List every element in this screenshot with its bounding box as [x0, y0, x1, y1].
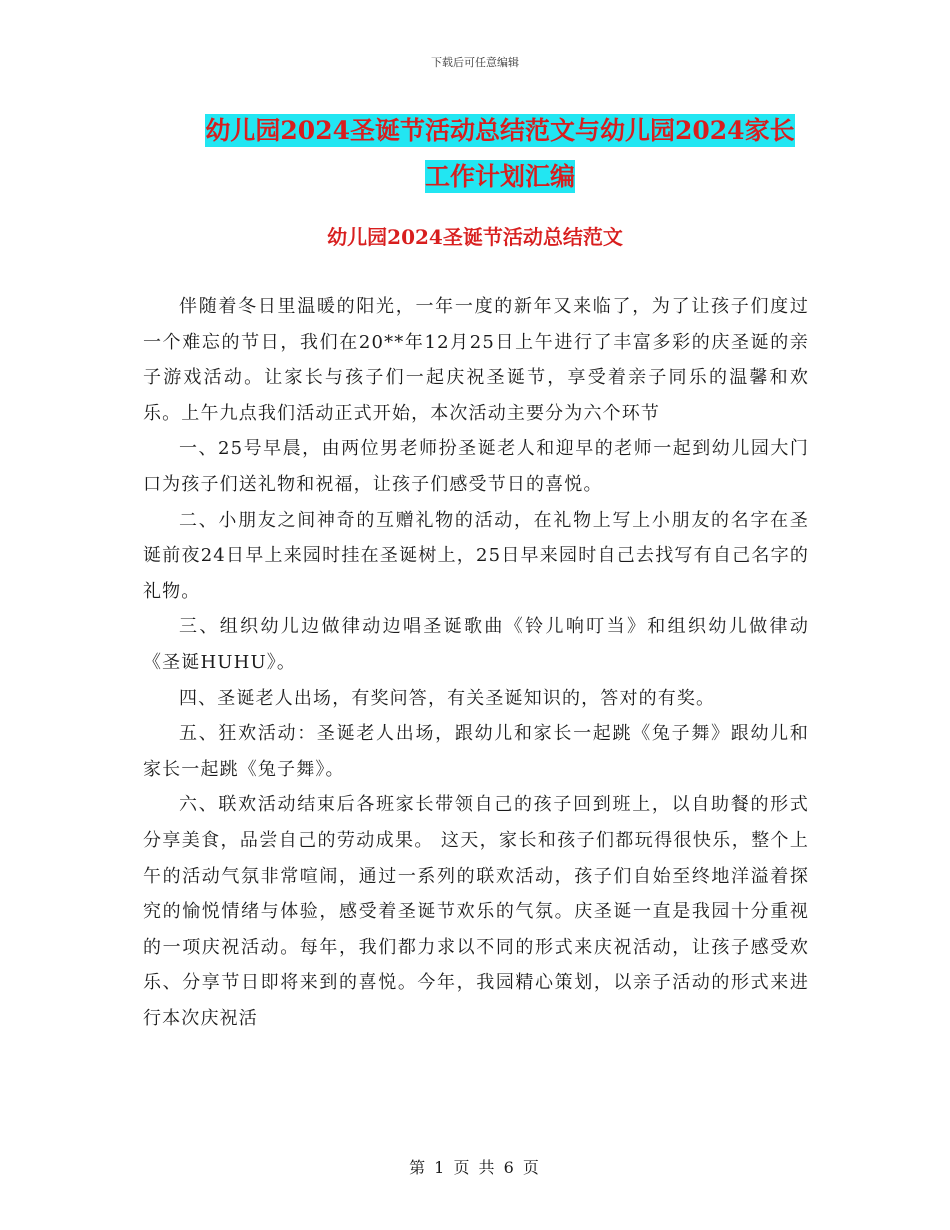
section-title: 幼儿园2024圣诞节活动总结范文 [327, 225, 623, 249]
document-title [150, 108, 850, 200]
page-footer: 第 1 页 共 6 页 [409, 1158, 541, 1177]
body-text [143, 289, 809, 1036]
paragraph-item-6: 六、联欢活动结束后各班家长带领自己的孩子回到班上，以自助餐的形式分享美食，品尝自己的劳动成果。 这天，家长和孩子们都玩得很快乐，整个上午的活动气氛非常喧闹，通过一系列的联欢活动，孩子们自始至终地洋溢着探究的愉悦情绪与体验，感受着圣诞节欢乐的气氛。庆圣诞一直是我园十分重视的一项庆祝活动。每年，我们都力求以不同的形式来庆祝活动，让孩子感受欢乐、分享节日即将来到的喜悦。今年，我园精心策划，以亲子活动的形式来进行本次庆祝活 [143, 794, 809, 1029]
title-line-2: 工作计划汇编 [424, 162, 575, 191]
paragraph-item-5: 五、狂欢活动：圣诞老人出场，跟幼儿和家长一起跳《兔子舞》跟幼儿和家长一起跳《兔子舞》。 [143, 723, 809, 780]
paragraph-item-1: 一、25号早晨，由两位男老师扮圣诞老人和迎早的老师一起到幼儿园大门口为孩子们送礼物和祝福，让孩子们感受节日的喜悦。 [143, 438, 809, 495]
title-line-1: 幼儿园2024圣诞节活动总结范文与幼儿园2024家长 [205, 116, 795, 145]
paragraph-item-3: 三、组织幼儿边做律动边唱圣诞歌曲《铃儿响叮当》和组织幼儿做律动《圣诞HUHU》。 [143, 616, 809, 673]
header-note: 下载后可任意编辑 [431, 56, 519, 69]
paragraph-item-2: 二、小朋友之间神奇的互赠礼物的活动，在礼物上写上小朋友的名字在圣诞前夜24日早上来园时挂在圣诞树上，25日早来园时自己去找写有自己名字的礼物。 [143, 509, 809, 602]
paragraph-item-4: 四、圣诞老人出场，有奖问答，有关圣诞知识的，答对的有奖。 [179, 687, 716, 709]
paragraph-intro: 伴随着冬日里温暖的阳光，一年一度的新年又来临了，为了让孩子们度过一个难忘的节日，我们在20**年12月25日上午进行了丰富多彩的庆圣诞的亲子游戏活动。让家长与孩子们一起庆祝圣诞节，享受着亲子同乐的温馨和欢乐。上午九点我们活动正式开始，本次活动主要分为六个环节 [143, 296, 809, 424]
